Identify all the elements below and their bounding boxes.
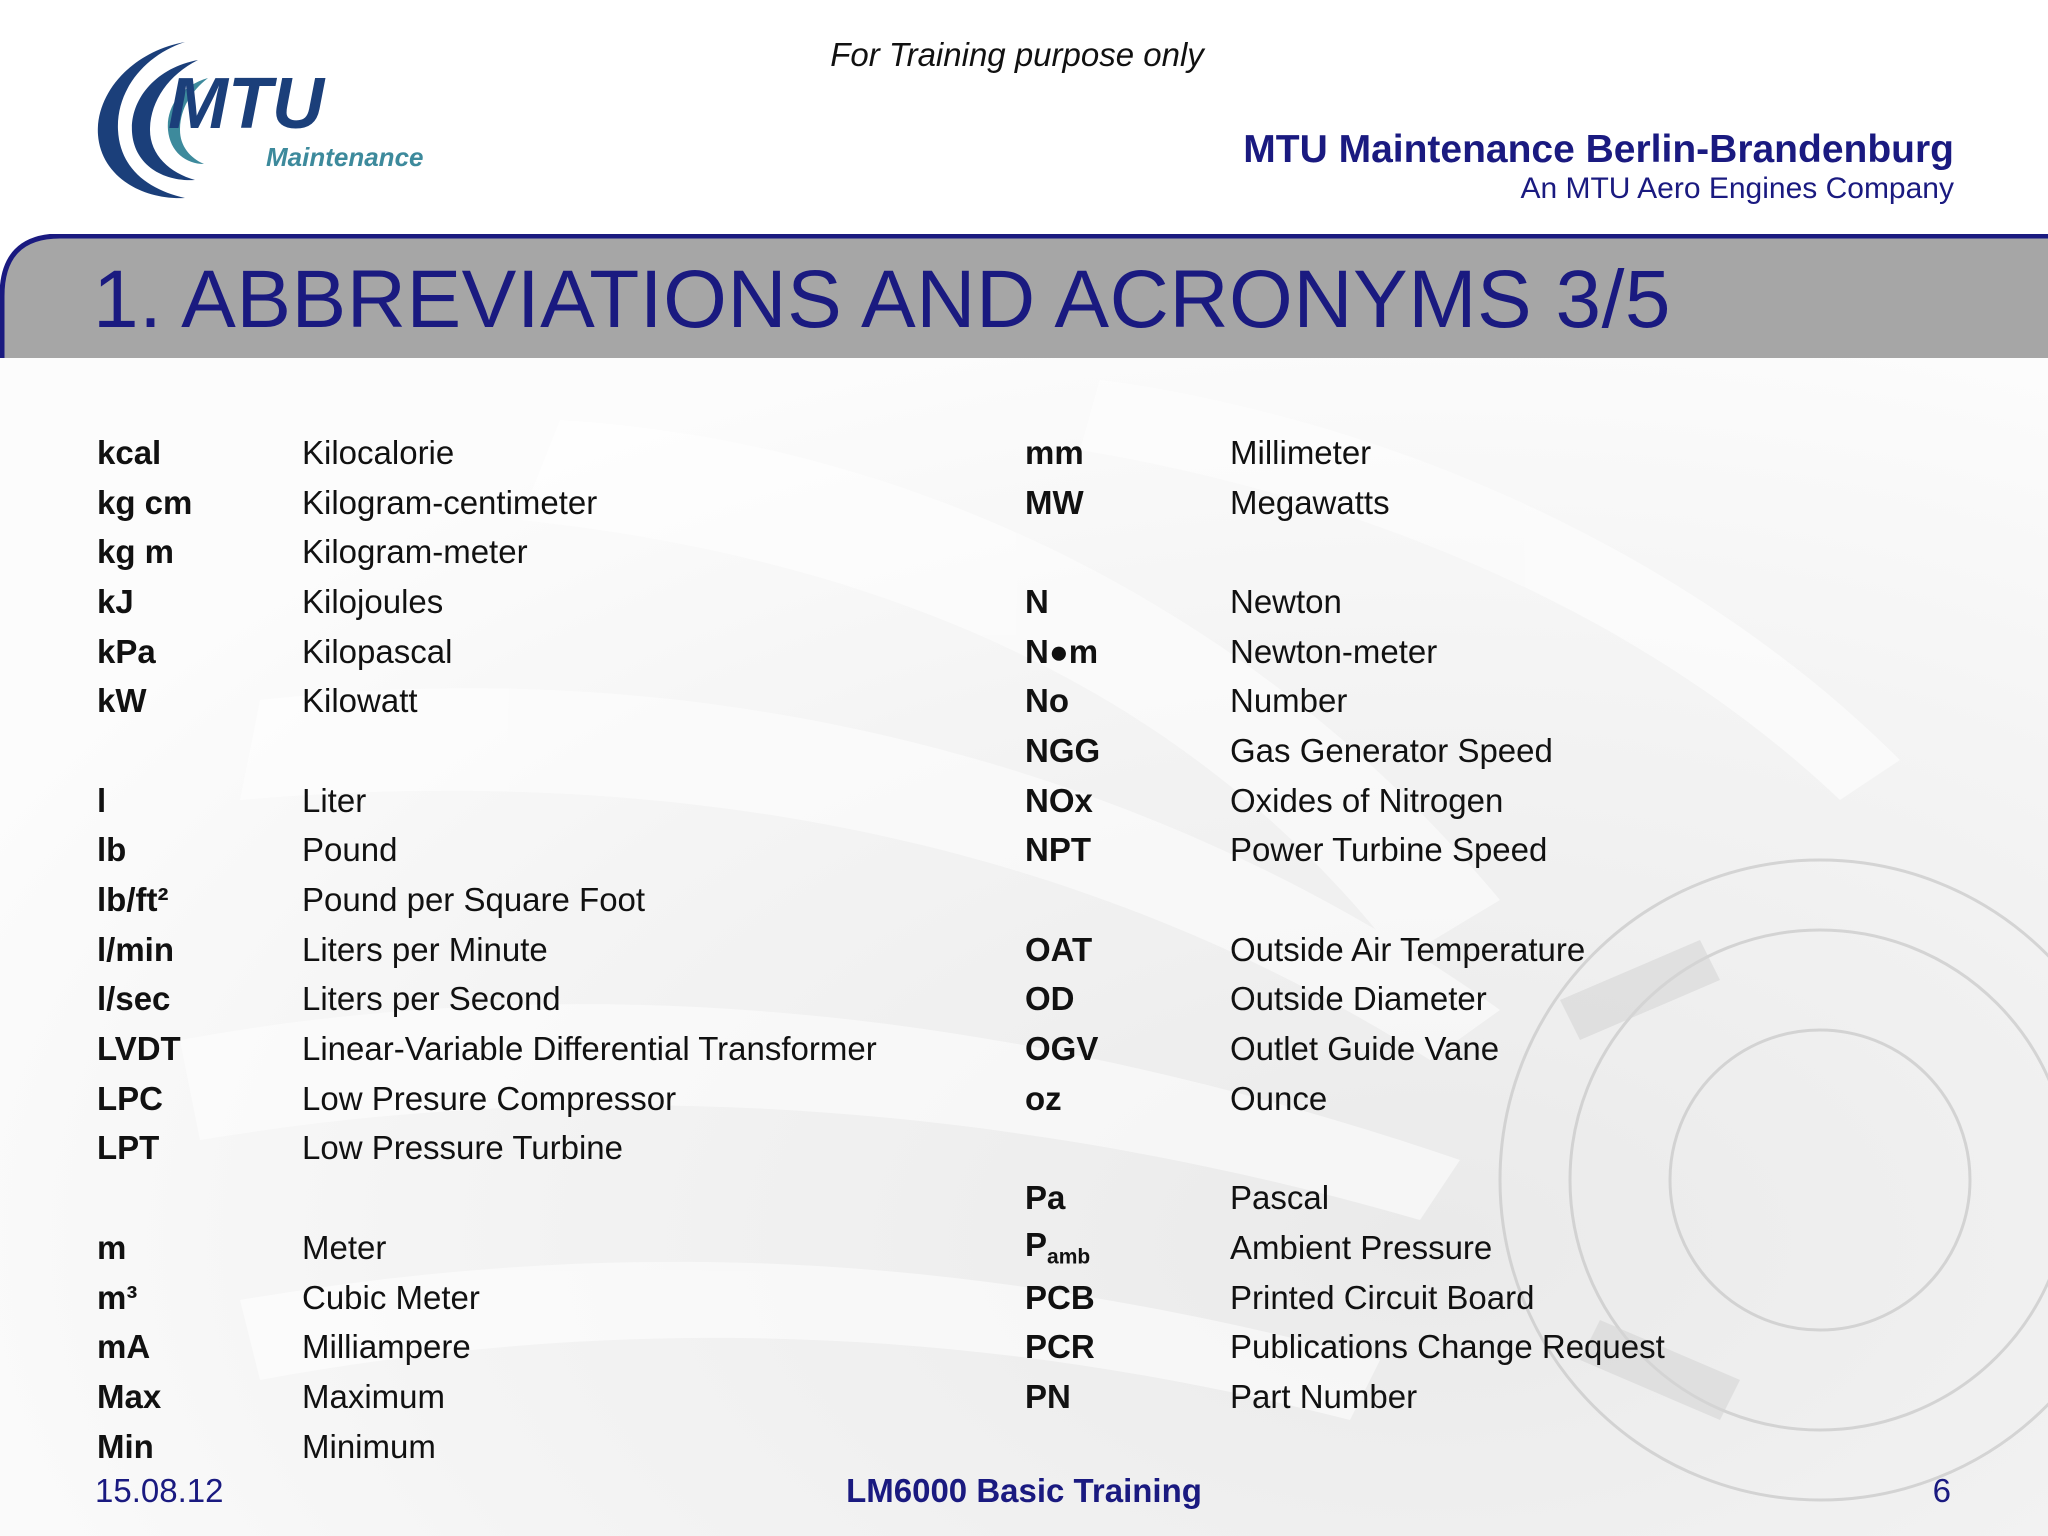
abbreviation-definition: Outlet Guide Vane xyxy=(1230,1030,1500,1068)
abbreviation-term xyxy=(1025,1378,1230,1416)
abbreviation-row xyxy=(97,1322,877,1372)
abbreviation-definition: Kilowatt xyxy=(302,682,418,720)
abbreviation-row xyxy=(1025,478,1665,528)
abbreviation-row xyxy=(97,627,877,677)
abbreviation-term-text: NPT xyxy=(1025,831,1091,869)
abbreviation-definition: Outside Diameter xyxy=(1230,980,1487,1018)
abbreviation-term xyxy=(97,1229,302,1267)
abbreviation-definition: Oxides of Nitrogen xyxy=(1230,781,1504,819)
abbreviation-definition: Maximum xyxy=(302,1377,446,1415)
abbreviation-term xyxy=(1025,633,1230,671)
abbreviation-row xyxy=(97,1422,877,1472)
abbreviation-row xyxy=(1025,925,1665,975)
abbreviation-row xyxy=(97,826,877,876)
abbreviation-definition: Low Presure Compressor xyxy=(302,1079,677,1117)
abbreviation-definition: Liter xyxy=(302,781,367,819)
abbreviation-term-text: LPT xyxy=(97,1129,160,1167)
abbreviation-term xyxy=(1025,1080,1230,1118)
abbreviation-definition: Kilopascal xyxy=(302,632,453,670)
abbreviation-row xyxy=(1025,527,1665,577)
abbreviation-definition: Minimum xyxy=(302,1427,436,1465)
abbreviation-row xyxy=(1025,776,1665,826)
abbreviation-term xyxy=(1025,931,1230,969)
abbreviation-term-text: OD xyxy=(1025,980,1075,1018)
svg-text:MTU: MTU xyxy=(168,64,324,144)
abbreviation-row xyxy=(1025,1074,1665,1124)
abbreviation-term-text: LPC xyxy=(97,1079,163,1117)
abbreviation-term xyxy=(97,1428,302,1466)
abbreviation-definition: Milliampere xyxy=(302,1328,471,1366)
abbreviation-row xyxy=(97,1223,877,1273)
abbreviation-row xyxy=(97,1372,877,1422)
abbreviation-term-text: NGG xyxy=(1025,731,1101,769)
abbreviation-term-text: N●m xyxy=(1025,632,1099,670)
abbreviation-row xyxy=(1025,1273,1665,1323)
abbreviation-term xyxy=(97,1328,302,1366)
abbreviation-row xyxy=(97,776,877,826)
abbreviation-definition: Kilogram-meter xyxy=(302,533,528,571)
abbreviation-row xyxy=(1025,1173,1665,1223)
abbreviation-definition: Liters per Minute xyxy=(302,930,548,968)
abbreviation-term xyxy=(1025,682,1230,720)
abbreviation-term-text: N xyxy=(1025,582,1049,620)
abbreviation-term-text: PCB xyxy=(1025,1278,1095,1316)
abbreviation-definition: Pound per Square Foot xyxy=(302,881,646,919)
abbreviation-term-text: kPa xyxy=(97,632,156,670)
abbreviation-term-text: l/sec xyxy=(97,980,171,1018)
abbreviation-definition: Publications Change Request xyxy=(1230,1328,1665,1366)
abbreviation-definition: Megawatts xyxy=(1230,483,1390,521)
abbreviation-definition: Cubic Meter xyxy=(302,1278,480,1316)
abbreviation-term xyxy=(1025,831,1230,869)
abbreviation-term xyxy=(97,1279,302,1317)
abbreviation-row xyxy=(97,527,877,577)
abbreviation-row xyxy=(1025,428,1665,478)
abbreviation-term-text: PCR xyxy=(1025,1328,1095,1366)
abbreviation-definition: Ambient Pressure xyxy=(1230,1228,1493,1266)
abbreviation-definition: Liters per Second xyxy=(302,980,561,1018)
company-name: MTU Maintenance Berlin-Brandenburg xyxy=(1243,128,1954,171)
abbreviation-term xyxy=(1025,434,1230,472)
abbreviation-row xyxy=(1025,726,1665,776)
abbreviation-term xyxy=(97,931,302,969)
abbreviation-term-text: kg m xyxy=(97,533,175,571)
abbreviation-definition: Millimeter xyxy=(1230,433,1372,471)
company-block xyxy=(1243,128,1954,206)
abbreviation-row xyxy=(97,1074,877,1124)
abbreviation-definition: Number xyxy=(1230,682,1348,720)
abbreviation-definition: Pascal xyxy=(1230,1179,1330,1217)
abbreviation-row xyxy=(97,676,877,726)
abbreviation-term-text: mA xyxy=(97,1328,151,1366)
abbreviation-term-text: Min xyxy=(97,1427,154,1465)
abbreviation-term xyxy=(97,1378,302,1416)
abbreviation-term xyxy=(1025,1179,1230,1217)
abbreviation-term-text: kW xyxy=(97,682,147,720)
abbreviation-term-text: kJ xyxy=(97,582,134,620)
abbreviation-term xyxy=(97,782,302,820)
abbreviation-row xyxy=(1025,676,1665,726)
abbreviation-term-text: OAT xyxy=(1025,930,1093,968)
mtu-maintenance-logo xyxy=(90,30,450,205)
abbreviation-term xyxy=(97,633,302,671)
abbreviation-term xyxy=(1025,1030,1230,1068)
abbreviation-term-text: l xyxy=(97,781,107,819)
abbreviation-term-text: m³ xyxy=(97,1278,138,1316)
abbreviation-term-text: P xyxy=(1025,1226,1048,1264)
abbreviation-definition: Printed Circuit Board xyxy=(1230,1278,1535,1316)
abbreviation-term-text: kcal xyxy=(97,433,162,471)
abbreviation-row xyxy=(97,1173,877,1223)
abbreviation-row xyxy=(1025,875,1665,925)
abbreviation-term xyxy=(97,484,302,522)
footer-date: 15.08.12 xyxy=(95,1472,224,1509)
abbreviation-term-text: m xyxy=(97,1228,127,1266)
page-title: 1. ABBREVIATIONS AND ACRONYMS 3/5 xyxy=(93,254,1672,345)
abbreviation-term xyxy=(97,831,302,869)
abbreviation-row xyxy=(97,875,877,925)
abbreviation-row xyxy=(97,428,877,478)
abbreviation-definition: Newton xyxy=(1230,582,1342,620)
abbreviation-row xyxy=(97,925,877,975)
abbreviation-term-text: oz xyxy=(1025,1079,1062,1117)
abbreviation-term xyxy=(1025,1328,1230,1366)
abbreviation-term xyxy=(97,533,302,571)
abbreviation-list-left xyxy=(97,428,877,1471)
abbreviation-row xyxy=(1025,577,1665,627)
abbreviation-row xyxy=(97,726,877,776)
abbreviation-term xyxy=(1025,980,1230,1018)
abbreviation-row xyxy=(1025,826,1665,876)
abbreviation-term xyxy=(97,434,302,472)
training-notice-text: For Training purpose only xyxy=(830,36,1204,73)
abbreviation-row xyxy=(97,1124,877,1174)
abbreviation-row xyxy=(1025,1372,1665,1422)
abbreviation-definition: Kilocalorie xyxy=(302,433,455,471)
company-subtitle: An MTU Aero Engines Company xyxy=(1520,172,1954,205)
abbreviation-row xyxy=(97,1024,877,1074)
abbreviation-list-right xyxy=(1025,428,1665,1422)
abbreviation-term xyxy=(1025,583,1230,621)
abbreviation-term xyxy=(97,980,302,1018)
abbreviation-term xyxy=(97,1129,302,1167)
abbreviation-term-text: No xyxy=(1025,682,1069,720)
abbreviation-term xyxy=(97,1030,302,1068)
abbreviation-row xyxy=(97,1273,877,1323)
abbreviation-row xyxy=(1025,627,1665,677)
abbreviation-term-text: NOx xyxy=(1025,781,1093,819)
abbreviation-term-text: lb xyxy=(97,831,127,869)
abbreviation-row xyxy=(1025,1223,1665,1273)
abbreviation-term-text: mm xyxy=(1025,433,1084,471)
abbreviation-term-text: LVDT xyxy=(97,1030,181,1068)
abbreviation-term xyxy=(1025,1226,1230,1270)
abbreviation-definition: Ounce xyxy=(1230,1079,1328,1117)
abbreviation-definition: Meter xyxy=(302,1228,387,1266)
abbreviation-term-text: OGV xyxy=(1025,1030,1099,1068)
abbreviation-term-text: MW xyxy=(1025,483,1084,521)
footer-course-title: LM6000 Basic Training xyxy=(846,1472,1202,1509)
page-number: 6 xyxy=(1932,1472,1951,1509)
svg-text:Maintenance: Maintenance xyxy=(266,142,424,172)
abbreviation-row xyxy=(97,577,877,627)
abbreviation-term xyxy=(97,583,302,621)
abbreviation-definition: Newton-meter xyxy=(1230,632,1438,670)
abbreviation-term xyxy=(1025,732,1230,770)
abbreviation-definition: Linear-Variable Differential Transformer xyxy=(302,1030,877,1068)
abbreviation-definition: Pound xyxy=(302,831,398,869)
abbreviation-term-subscript: amb xyxy=(1047,1245,1091,1269)
abbreviation-definition: Part Number xyxy=(1230,1377,1418,1415)
abbreviation-row xyxy=(1025,1124,1665,1174)
abbreviation-term-text: l/min xyxy=(97,930,175,968)
abbreviation-definition: Outside Air Temperature xyxy=(1230,930,1586,968)
abbreviation-term xyxy=(1025,1279,1230,1317)
abbreviation-term-text: Max xyxy=(97,1377,162,1415)
abbreviation-row xyxy=(1025,1322,1665,1372)
abbreviation-definition: Gas Generator Speed xyxy=(1230,731,1553,769)
abbreviation-term xyxy=(97,1080,302,1118)
abbreviation-term xyxy=(97,881,302,919)
abbreviation-definition: Kilojoules xyxy=(302,582,444,620)
abbreviation-term-text: Pa xyxy=(1025,1179,1066,1217)
abbreviation-definition: Low Pressure Turbine xyxy=(302,1129,623,1167)
abbreviation-row xyxy=(97,478,877,528)
abbreviation-term-text: lb/ft² xyxy=(97,881,169,919)
abbreviation-term xyxy=(1025,782,1230,820)
abbreviation-term-text: kg cm xyxy=(97,483,193,521)
abbreviation-term xyxy=(1025,484,1230,522)
abbreviation-row xyxy=(97,975,877,1025)
abbreviation-term xyxy=(97,682,302,720)
abbreviation-definition: Power Turbine Speed xyxy=(1230,831,1548,869)
abbreviation-definition: Kilogram-centimeter xyxy=(302,483,598,521)
abbreviation-row xyxy=(1025,1024,1665,1074)
abbreviation-term-text: PN xyxy=(1025,1377,1071,1415)
abbreviation-row xyxy=(1025,975,1665,1025)
